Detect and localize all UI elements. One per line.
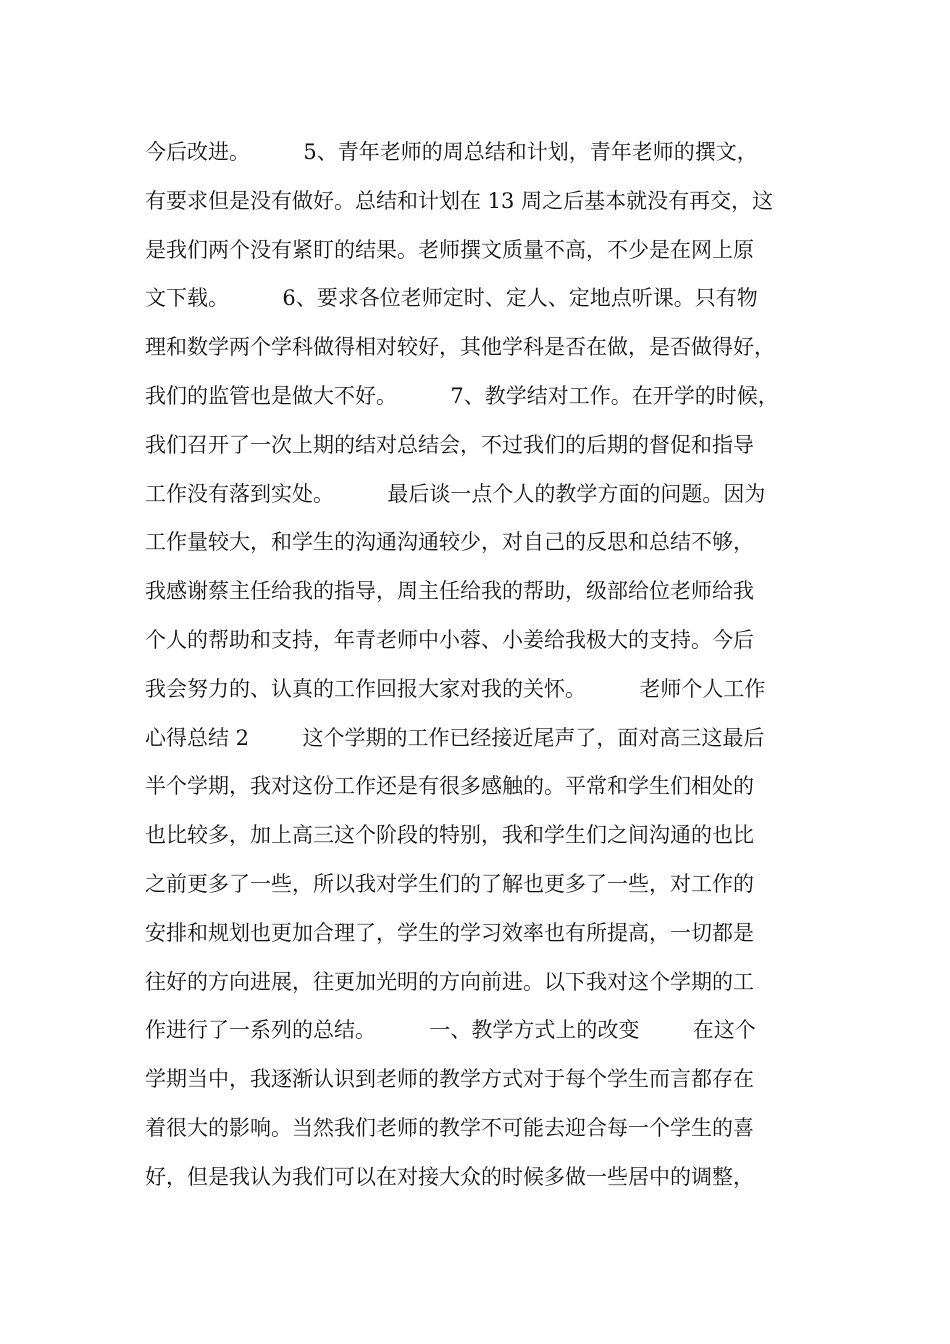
text-line: 也比较多，加上高三这个阶段的特别，我和学生们之间沟通的也比 <box>145 823 754 848</box>
text-line: 半个学期，我对这份工作还是有很多感触的。平常和学生们相处的 <box>145 774 754 799</box>
text-line: 我会努力的、认真的工作回报大家对我的关怀。 老师个人工作 <box>145 676 766 701</box>
text-line: 心得总结 2 这个学期的工作已经接近尾声了，面对高三这最后 <box>145 725 765 750</box>
text-line: 理和数学两个学科做得相对较好，其他学科是否在做，是否做得好， <box>145 335 775 360</box>
text-line: 往好的方向进展，往更加光明的方向前进。以下我对这个学期的工 <box>145 969 754 994</box>
text-line: 之前更多了一些，所以我对学生们的了解也更多了一些，对工作的 <box>145 871 754 896</box>
text-line: 有要求但是没有做好。总结和计划在 13 周之后基本就没有再交，这 <box>145 188 774 213</box>
text-line: 文下载。 6、要求各位老师定时、定人、定地点听课。只有物 <box>145 286 758 311</box>
text-line: 工作没有落到实处。 最后谈一点个人的教学方面的问题。因为 <box>145 481 766 506</box>
body-text <box>145 128 815 1202</box>
text-line: 是我们两个没有紧盯的结果。老师撰文质量不高，不少是在网上原 <box>145 237 754 262</box>
text-line: 今后改进。 5、青年老师的周总结和计划，青年老师的撰文， <box>145 140 758 164</box>
text-line: 安排和规划也更加合理了，学生的学习效率也有所提高，一切都是 <box>145 920 754 945</box>
text-line: 我感谢蔡主任给我的指导，周主任给我的帮助，级部给位老师给我 <box>145 579 754 604</box>
text-line: 我们的监管也是做大不好。 7、教学结对工作。在开学的时候， <box>145 383 779 408</box>
text-line: 工作量较大，和学生的沟通沟通较少，对自己的反思和总结不够， <box>145 530 754 555</box>
text-line: 学期当中，我逐渐认识到老师的教学方式对于每个学生而言都存在 <box>145 1067 754 1092</box>
text-line: 好，但是我认为我们可以在对接大众的时候多做一些居中的调整， <box>145 1164 754 1189</box>
text-line: 个人的帮助和支持，年青老师中小蓉、小姜给我极大的支持。今后 <box>145 627 754 652</box>
text-line: 着很大的影响。当然我们老师的教学不可能去迎合每一个学生的喜 <box>145 1115 754 1140</box>
text-line: 我们召开了一次上期的结对总结会，不过我们的后期的督促和指导 <box>145 432 754 457</box>
text-line: 作进行了一系列的总结。 一、教学方式上的改变 在这个 <box>145 1018 756 1043</box>
